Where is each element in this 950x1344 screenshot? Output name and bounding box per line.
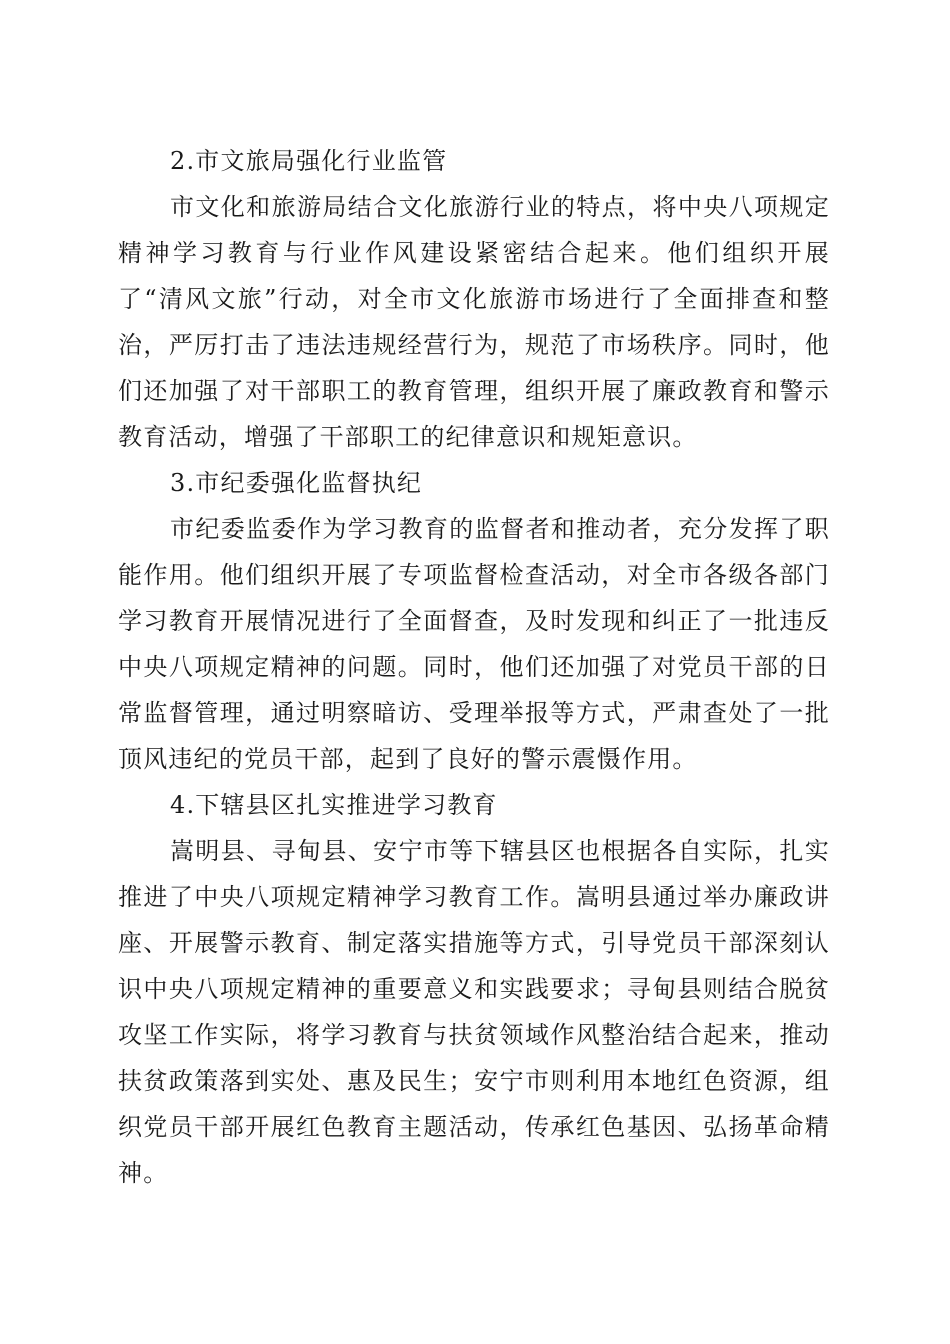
section-heading-2: 2.市文旅局强化行业监管 bbox=[170, 147, 448, 175]
section-paragraph-4: 嵩明县、寻甸县、安宁市等下辖县区也根据各自实际，扎实推进了中央八项规定精神学习教育工作。嵩明县通过举办廉政讲座、开展警示教育、制定落实措施等方式，引导党员干部深刻认识中央八项规定精神的重要意义和实践要求；寻甸县则结合脱贫攻坚工作实际，将学习教育与扶贫领域作风整治结合起来，推动扶贫政策落到实处、惠及民生；安宁市则利用本地红色资源，组织党员干部开展红色教育主题活动，传承红色基因、弘扬革命精神。 bbox=[118, 837, 830, 1187]
section-heading-3: 3.市纪委强化监督执纪 bbox=[170, 469, 423, 497]
section-paragraph-2: 市文化和旅游局结合文化旅游行业的特点，将中央八项规定精神学习教育与行业作风建设紧密结合起来。他们组织开展了“清风文旅”行动，对全市文化旅游市场进行了全面排查和整治，严厉打击了违法违规经营行为，规范了市场秩序。同时，他们还加强了对干部职工的教育管理，组织开展了廉政教育和警示教育活动，增强了干部职工的纪律意识和规矩意识。 bbox=[118, 193, 830, 451]
section-paragraph-3: 市纪委监委作为学习教育的监督者和推动者，充分发挥了职能作用。他们组织开展了专项监督检查活动，对全市各级各部门学习教育开展情况进行了全面督查，及时发现和纠正了一批违反中央八项规定精神的问题。同时，他们还加强了对党员干部的日常监督管理，通过明察暗访、受理举报等方式，严肃查处了一批顶风违纪的党员干部，起到了良好的警示震慑作用。 bbox=[118, 515, 830, 773]
document-body bbox=[118, 138, 830, 1196]
section-heading-4: 4.下辖县区扎实推进学习教育 bbox=[170, 791, 498, 819]
